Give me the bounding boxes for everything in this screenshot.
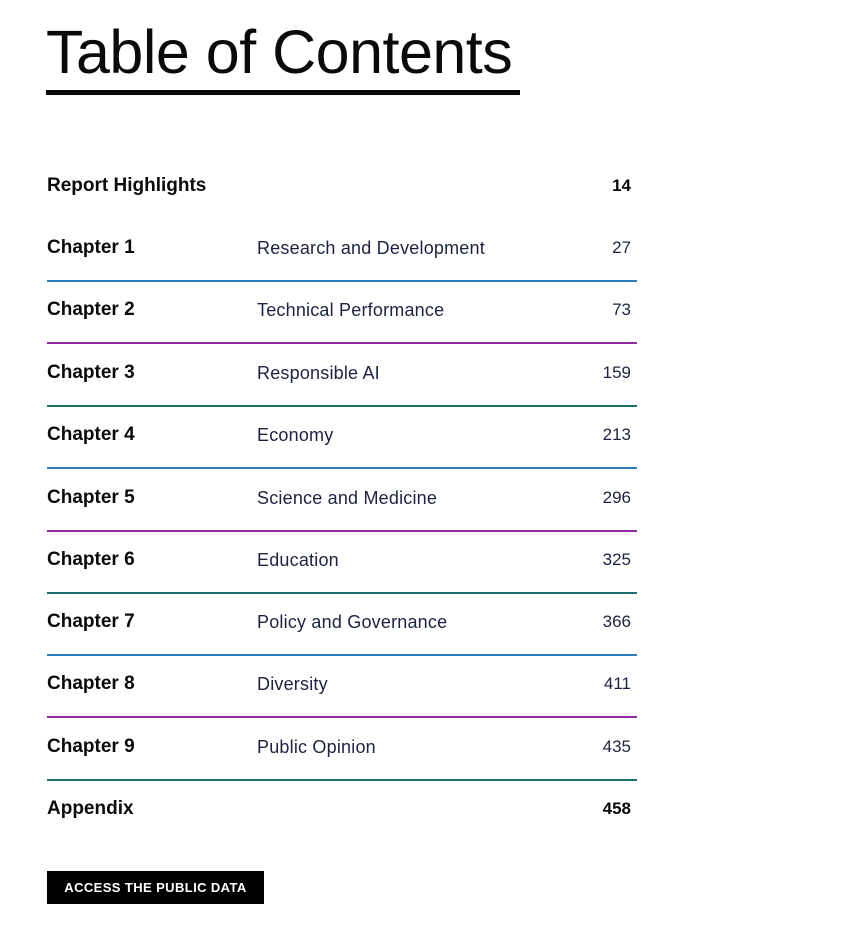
toc-row-chapter-4[interactable]	[47, 420, 639, 450]
toc-page-number: 213	[602, 425, 631, 444]
row-divider	[47, 716, 637, 718]
chapter-label: Chapter 2	[47, 299, 135, 320]
chapter-name: Diversity	[257, 674, 328, 694]
toc-page-number: 458	[602, 799, 631, 818]
toc-row-report-highlights[interactable]	[47, 171, 639, 201]
row-divider	[47, 342, 637, 344]
chapter-label: Chapter 9	[47, 736, 135, 757]
toc-page-number: 366	[602, 612, 631, 631]
chapter-label: Chapter 1	[47, 237, 135, 258]
toc-row-chapter-3[interactable]	[47, 358, 639, 388]
chapter-name: Science and Medicine	[257, 488, 438, 508]
row-divider	[47, 280, 637, 282]
chapter-label: Chapter 7	[47, 611, 135, 632]
chapter-label: Chapter 4	[47, 424, 135, 445]
toc-page-number: 73	[612, 300, 631, 319]
chapter-name: Policy and Governance	[257, 612, 448, 632]
toc-row-chapter-6[interactable]	[47, 545, 639, 575]
toc-page-number: 435	[602, 737, 631, 756]
row-divider	[47, 779, 637, 781]
row-divider	[47, 530, 637, 532]
page-title: Table of Contents	[46, 18, 513, 86]
chapter-label: Chapter 8	[47, 673, 135, 694]
chapter-label: Chapter 3	[47, 362, 135, 383]
chapter-name: Economy	[257, 425, 334, 445]
toc-entry-label: Report Highlights	[47, 175, 207, 196]
row-divider	[47, 405, 637, 407]
row-divider	[47, 592, 637, 594]
access-public-data-button[interactable]: ACCESS THE PUBLIC DATA	[47, 871, 264, 904]
toc-page-number: 14	[612, 176, 631, 195]
chapter-label: Chapter 6	[47, 549, 135, 570]
toc-row-chapter-2[interactable]	[47, 295, 639, 325]
title-underline	[46, 90, 520, 95]
toc-page-number: 296	[602, 488, 631, 507]
toc-page-number: 411	[603, 674, 631, 693]
chapter-name: Responsible AI	[257, 363, 380, 383]
toc-page-number: 325	[602, 550, 631, 569]
toc-page-number: 27	[612, 238, 631, 257]
chapter-label: Chapter 5	[47, 487, 135, 508]
toc-row-chapter-5[interactable]	[47, 483, 639, 513]
chapter-name: Research and Development	[257, 238, 485, 258]
toc-entry-label: Appendix	[47, 798, 134, 819]
row-divider	[47, 654, 637, 656]
chapter-name: Education	[257, 550, 339, 570]
toc-row-chapter-9[interactable]	[47, 732, 639, 762]
chapter-name: Public Opinion	[257, 737, 376, 757]
row-divider	[47, 467, 637, 469]
toc-row-chapter-1[interactable]	[47, 233, 639, 263]
toc-row-chapter-8[interactable]	[47, 669, 639, 699]
toc-row-appendix[interactable]	[47, 794, 639, 824]
toc-row-chapter-7[interactable]	[47, 607, 639, 637]
chapter-name: Technical Performance	[257, 300, 445, 320]
toc-page-number: 159	[602, 363, 631, 382]
